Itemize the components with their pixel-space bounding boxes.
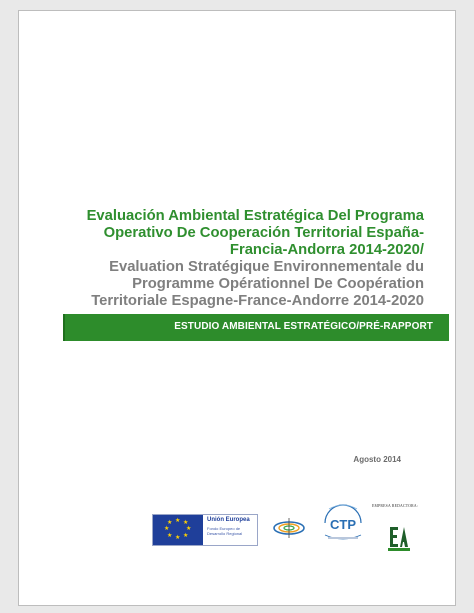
- document-type-banner: [63, 314, 449, 341]
- ctp-logo: [319, 501, 367, 545]
- title-spanish: [19, 208, 424, 259]
- eu-logo-title: Unión Europea: [207, 517, 250, 523]
- document-page: [18, 10, 456, 606]
- title-es-line: Operativo De Cooperación Territorial España-: [103, 225, 424, 241]
- empresa-redactora-label: EMPRESA REDACTORA:: [372, 504, 419, 508]
- eu-logo-text: [203, 515, 257, 545]
- title-fr-line: Evaluation Stratégique Environnementale du: [109, 259, 424, 275]
- document-type-label: ESTUDIO AMBIENTAL ESTRATÉGICO/PRÉ-RAPPORT: [174, 321, 433, 332]
- programme-swirl-logo: [269, 514, 309, 542]
- eu-logo-subtitle: Fondo Europeo de Desarrollo Regional: [207, 526, 243, 536]
- eu-flag-icon: ★ ★ ★ ★ ★ ★ ★ ★: [153, 515, 203, 545]
- title-es-line: Francia-Andorra 2014-2020/: [229, 242, 424, 258]
- title-fr-line: Programme Opérationnel De Coopération: [132, 276, 424, 292]
- document-date: Agosto 2014: [353, 455, 401, 464]
- consultancy-ea-logo: [388, 523, 410, 551]
- ctp-logo-text: CTP: [330, 517, 356, 532]
- title-es-line: Evaluación Ambiental Estratégica Del Programa: [86, 208, 424, 224]
- eu-feder-logo: [152, 514, 258, 546]
- title-french: [19, 259, 424, 310]
- title-fr-line: Territoriale Espagne-France-Andorre 2014-2020: [91, 293, 424, 309]
